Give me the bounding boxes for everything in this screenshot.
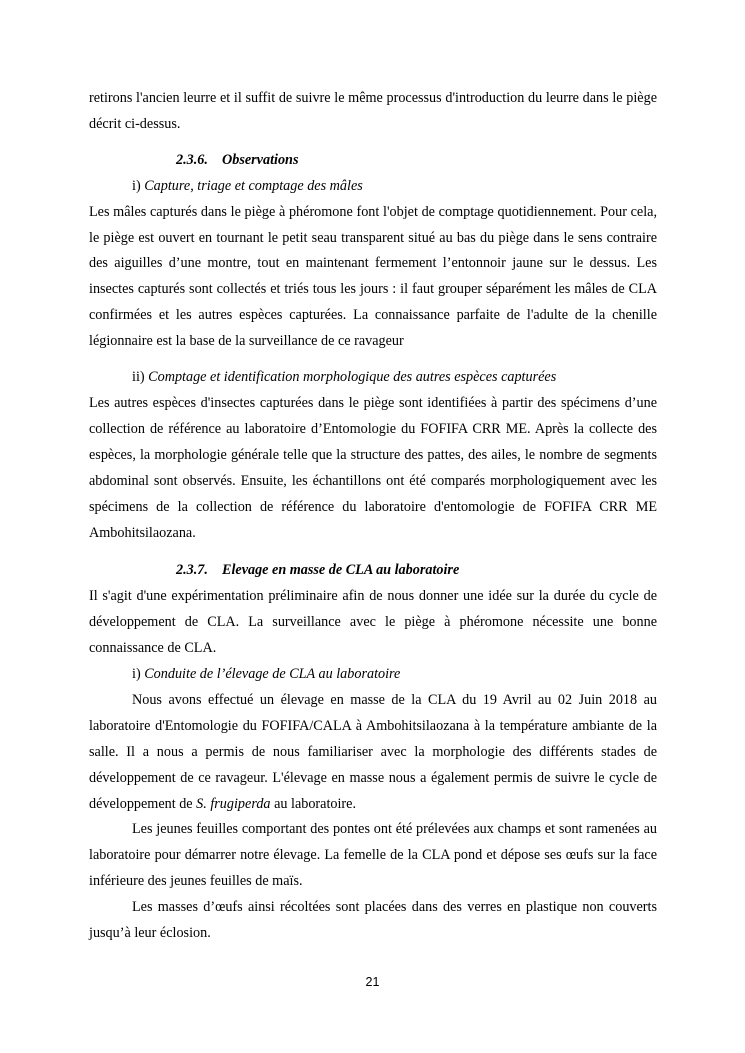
subsection-marker: i) — [132, 666, 141, 683]
subsection-title: Capture, triage et comptage des mâles — [144, 177, 363, 194]
paragraph-capture: Les mâles capturés dans le piège à phéromone font l'objet de comptage quotidiennement. Pour cela, le piège est ouvert en tournant le petit seau transparent situé au bas du piège dans le sens contraire des aiguilles d’une montre, tout en maintenant fermement l’entonnoir jaune sur le dessus. Les insectes capturés sont collectés et triés tous les jours : il faut grouper séparément les mâles de CLA confirmées et les autres espèces capturées. La connaissance parfaite de l'adulte de la chenille légionnaire est la base de la surveillance de ce ravageur — [89, 203, 657, 350]
subsection-marker: i) — [132, 177, 141, 194]
paragraph-elevage-intro: Il s'agit d'une expérimentation préliminaire afin de nous donner une idée sur la durée du cycle de développement de CLA. La surveillance avec le piège à phéromone nécessite une bonne connaissance de CLA. — [89, 588, 657, 657]
paragraph-elevage-3: Les masses d’œufs ainsi récoltées sont placées dans des verres en plastique non couverts jusqu’à leur éclosion. — [89, 899, 657, 942]
section-heading-2-3-6 — [89, 148, 657, 174]
paragraph-text: Nous avons effectué un élevage en masse de la CLA du 19 Avril au 02 Juin 2018 au laboratoire d'Entomologie du FOFIFA/CALA à Ambohitsilaozana à la température ambiante de la salle. Il a nous a permis de nous familiariser avec la morphologie des différents stades de développement de ce ravageur. L'élevage en masse nous a également permis de suivre le cycle de développement de — [89, 691, 657, 812]
subsection-title: Conduite de l’élevage de CLA au laboratoire — [144, 666, 401, 683]
section-heading-2-3-7 — [89, 558, 657, 584]
paragraph-elevage-1 — [89, 688, 657, 818]
subsection-heading-conduite — [89, 662, 657, 688]
page-number: 21 — [365, 975, 380, 989]
species-name: S. frugiperda — [196, 795, 271, 812]
subsection-marker: ii) — [132, 369, 145, 386]
document-page — [89, 86, 657, 947]
section-title: Elevage en masse de CLA au laboratoire — [222, 562, 460, 579]
section-number: 2.3.7. — [176, 562, 208, 579]
subsection-heading-capture — [89, 174, 657, 200]
paragraph-identification: Les autres espèces d'insectes capturées dans le piège sont identifiées à partir des spécimens d’une collection de référence au laboratoire d’Entomologie du FOFIFA CRR ME. Après la collecte des espèces, la morphologie générale telle que la structure des pattes, des ailes, le nombre de segments abdominal sont observés. Ensuite, les échantillons ont été comparés morphologiquement avec les spécimens de la collection de référence du laboratoire d'entomologie de FOFIFA CRR ME Ambohitsilaozana. — [89, 394, 657, 541]
paragraph-text: au laboratoire. — [274, 795, 356, 812]
subsection-title: Comptage et identification morphologique des autres espèces capturées — [148, 369, 557, 386]
section-title: Observations — [222, 151, 299, 168]
paragraph-elevage-2: Les jeunes feuilles comportant des pontes ont été prélevées aux champs et sont ramenées au laboratoire pour démarrer notre élevage. La femelle de la CLA pond et dépose ses œufs sur la face inférieure des jeunes feuilles de maïs. — [89, 821, 657, 890]
intro-paragraph: retirons l'ancien leurre et il suffit de suivre le même processus d'introduction du leurre dans le piège décrit ci-dessus. — [89, 90, 657, 132]
subsection-heading-identification — [89, 365, 657, 391]
section-number: 2.3.6. — [176, 151, 208, 168]
